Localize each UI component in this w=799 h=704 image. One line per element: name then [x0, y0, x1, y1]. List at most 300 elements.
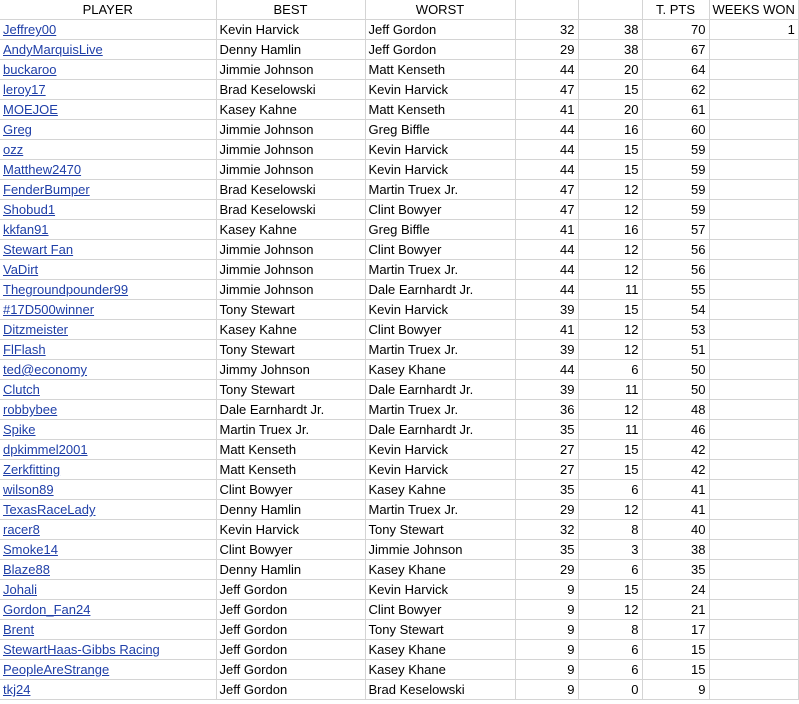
col-4-cell: 44: [515, 280, 578, 300]
player-cell: [0, 560, 216, 580]
best-cell: Denny Hamlin: [216, 500, 365, 520]
weeks-won-cell: [709, 240, 798, 260]
col-5-cell: 38: [578, 40, 642, 60]
col-5-cell: 6: [578, 560, 642, 580]
best-cell: Kasey Kahne: [216, 320, 365, 340]
player-link[interactable]: FlFlash: [3, 342, 46, 357]
table-row: [0, 580, 798, 600]
weeks-won-cell: [709, 640, 798, 660]
player-cell: [0, 440, 216, 460]
weeks-won-cell: [709, 200, 798, 220]
col-5-cell: 12: [578, 240, 642, 260]
col-5-cell: 15: [578, 460, 642, 480]
table-row: [0, 460, 798, 480]
total-points-cell: 48: [642, 400, 709, 420]
table-row: [0, 480, 798, 500]
weeks-won-cell: [709, 660, 798, 680]
total-points-cell: 67: [642, 40, 709, 60]
total-points-cell: 61: [642, 100, 709, 120]
table-row: [0, 560, 798, 580]
player-link[interactable]: ted@economy: [3, 362, 88, 377]
total-points-cell: 59: [642, 160, 709, 180]
weeks-won-cell: [709, 540, 798, 560]
best-cell: Dale Earnhardt Jr.: [216, 400, 365, 420]
table-row: [0, 320, 798, 340]
col-4-cell: 36: [515, 400, 578, 420]
col-4-cell: 47: [515, 180, 578, 200]
col-4-cell: 41: [515, 100, 578, 120]
player-link[interactable]: kkfan91: [3, 222, 49, 237]
header-col-4: [515, 0, 578, 20]
player-link[interactable]: TexasRaceLady: [3, 502, 96, 517]
total-points-cell: 38: [642, 540, 709, 560]
best-cell: Tony Stewart: [216, 340, 365, 360]
col-5-cell: 12: [578, 340, 642, 360]
weeks-won-cell: [709, 300, 798, 320]
player-link[interactable]: #17D500winner: [3, 302, 95, 317]
col-5-cell: 15: [578, 140, 642, 160]
worst-cell: Kevin Harvick: [365, 580, 515, 600]
best-cell: Jeff Gordon: [216, 620, 365, 640]
best-cell: Jimmie Johnson: [216, 120, 365, 140]
best-cell: Jimmy Johnson: [216, 360, 365, 380]
best-cell: Jimmie Johnson: [216, 140, 365, 160]
worst-cell: Jeff Gordon: [365, 40, 515, 60]
weeks-won-cell: [709, 360, 798, 380]
player-cell: [0, 520, 216, 540]
col-5-cell: 16: [578, 220, 642, 240]
table-row: [0, 680, 798, 700]
col-5-cell: 12: [578, 180, 642, 200]
table-row: [0, 520, 798, 540]
best-cell: Clint Bowyer: [216, 540, 365, 560]
table-row: [0, 240, 798, 260]
weeks-won-cell: [709, 340, 798, 360]
table-row: [0, 140, 798, 160]
worst-cell: Dale Earnhardt Jr.: [365, 420, 515, 440]
table-row: [0, 600, 798, 620]
table-row: [0, 100, 798, 120]
worst-cell: Kevin Harvick: [365, 460, 515, 480]
weeks-won-cell: 1: [709, 20, 798, 40]
col-4-cell: 39: [515, 340, 578, 360]
total-points-cell: 41: [642, 500, 709, 520]
col-4-cell: 39: [515, 300, 578, 320]
col-4-cell: 9: [515, 600, 578, 620]
header-worst: WORST: [365, 0, 515, 20]
best-cell: Kevin Harvick: [216, 520, 365, 540]
player-link[interactable]: Brent: [3, 622, 35, 637]
col-5-cell: 11: [578, 420, 642, 440]
player-link[interactable]: AndyMarquisLive: [3, 42, 103, 57]
best-cell: Jeff Gordon: [216, 680, 365, 700]
total-points-cell: 55: [642, 280, 709, 300]
worst-cell: Kevin Harvick: [365, 300, 515, 320]
col-5-cell: 12: [578, 600, 642, 620]
player-cell: [0, 280, 216, 300]
player-link[interactable]: Shobud1: [3, 202, 56, 217]
table-row: [0, 120, 798, 140]
weeks-won-cell: [709, 680, 798, 700]
table-row: [0, 180, 798, 200]
worst-cell: Dale Earnhardt Jr.: [365, 380, 515, 400]
table-row: [0, 220, 798, 240]
col-5-cell: 11: [578, 380, 642, 400]
player-cell: [0, 240, 216, 260]
col-5-cell: 12: [578, 260, 642, 280]
player-link[interactable]: Blaze88: [3, 562, 50, 577]
col-5-cell: 15: [578, 80, 642, 100]
weeks-won-cell: [709, 440, 798, 460]
header-weeks-won: WEEKS WON: [709, 0, 798, 20]
best-cell: Brad Keselowski: [216, 80, 365, 100]
col-4-cell: 32: [515, 20, 578, 40]
col-5-cell: 15: [578, 580, 642, 600]
player-cell: [0, 580, 216, 600]
weeks-won-cell: [709, 80, 798, 100]
best-cell: Brad Keselowski: [216, 200, 365, 220]
worst-cell: Dale Earnhardt Jr.: [365, 280, 515, 300]
col-5-cell: 20: [578, 100, 642, 120]
best-cell: Kasey Kahne: [216, 100, 365, 120]
col-4-cell: 9: [515, 620, 578, 640]
table-row: [0, 260, 798, 280]
col-4-cell: 39: [515, 380, 578, 400]
player-link[interactable]: Thegroundpounder99: [3, 282, 129, 297]
player-link[interactable]: leroy17: [3, 82, 46, 97]
col-5-cell: 8: [578, 520, 642, 540]
worst-cell: Kasey Khane: [365, 660, 515, 680]
weeks-won-cell: [709, 320, 798, 340]
best-cell: Jimmie Johnson: [216, 260, 365, 280]
worst-cell: Martin Truex Jr.: [365, 400, 515, 420]
col-4-cell: 35: [515, 480, 578, 500]
player-link[interactable]: Zerkfitting: [3, 462, 61, 477]
worst-cell: Kasey Kahne: [365, 480, 515, 500]
best-cell: Tony Stewart: [216, 300, 365, 320]
player-link[interactable]: Gordon_Fan24: [3, 602, 91, 617]
player-cell: [0, 660, 216, 680]
col-4-cell: 44: [515, 140, 578, 160]
worst-cell: Greg Biffle: [365, 120, 515, 140]
player-cell: [0, 220, 216, 240]
col-5-cell: 16: [578, 120, 642, 140]
total-points-cell: 9: [642, 680, 709, 700]
player-cell: [0, 480, 216, 500]
table-row: [0, 200, 798, 220]
total-points-cell: 56: [642, 240, 709, 260]
col-4-cell: 35: [515, 420, 578, 440]
table-row: [0, 60, 798, 80]
player-link[interactable]: ozz: [3, 142, 24, 157]
player-link[interactable]: dpkimmel2001: [3, 442, 88, 457]
table-row: [0, 80, 798, 100]
col-5-cell: 3: [578, 540, 642, 560]
col-4-cell: 41: [515, 220, 578, 240]
col-5-cell: 12: [578, 200, 642, 220]
weeks-won-cell: [709, 280, 798, 300]
worst-cell: Greg Biffle: [365, 220, 515, 240]
best-cell: Denny Hamlin: [216, 40, 365, 60]
worst-cell: Clint Bowyer: [365, 600, 515, 620]
table-row: [0, 20, 798, 40]
worst-cell: Matt Kenseth: [365, 100, 515, 120]
worst-cell: Kevin Harvick: [365, 160, 515, 180]
player-cell: [0, 340, 216, 360]
player-cell: [0, 320, 216, 340]
player-cell: [0, 620, 216, 640]
best-cell: Jeff Gordon: [216, 660, 365, 680]
best-cell: Tony Stewart: [216, 380, 365, 400]
player-link[interactable]: buckaroo: [3, 62, 57, 77]
player-cell: [0, 60, 216, 80]
header-row: [0, 0, 798, 20]
col-4-cell: 9: [515, 680, 578, 700]
best-cell: Matt Kenseth: [216, 440, 365, 460]
weeks-won-cell: [709, 60, 798, 80]
best-cell: Jeff Gordon: [216, 640, 365, 660]
best-cell: Kasey Kahne: [216, 220, 365, 240]
col-4-cell: 47: [515, 200, 578, 220]
weeks-won-cell: [709, 620, 798, 640]
col-5-cell: 15: [578, 300, 642, 320]
worst-cell: Martin Truex Jr.: [365, 260, 515, 280]
worst-cell: Clint Bowyer: [365, 240, 515, 260]
player-cell: [0, 200, 216, 220]
total-points-cell: 64: [642, 60, 709, 80]
weeks-won-cell: [709, 580, 798, 600]
player-link[interactable]: Ditzmeister: [3, 322, 69, 337]
total-points-cell: 57: [642, 220, 709, 240]
col-4-cell: 29: [515, 500, 578, 520]
table-row: [0, 440, 798, 460]
total-points-cell: 62: [642, 80, 709, 100]
table-row: [0, 300, 798, 320]
worst-cell: Clint Bowyer: [365, 200, 515, 220]
total-points-cell: 42: [642, 440, 709, 460]
best-cell: Jimmie Johnson: [216, 60, 365, 80]
col-4-cell: 44: [515, 260, 578, 280]
total-points-cell: 24: [642, 580, 709, 600]
worst-cell: Jimmie Johnson: [365, 540, 515, 560]
best-cell: Jimmie Johnson: [216, 240, 365, 260]
weeks-won-cell: [709, 180, 798, 200]
best-cell: Jimmie Johnson: [216, 160, 365, 180]
col-5-cell: 8: [578, 620, 642, 640]
player-link[interactable]: Johali: [3, 582, 37, 597]
col-4-cell: 29: [515, 560, 578, 580]
header-player: PLAYER: [0, 0, 216, 20]
player-link[interactable]: wilson89: [3, 482, 54, 497]
col-5-cell: 0: [578, 680, 642, 700]
player-cell: [0, 600, 216, 620]
player-link[interactable]: VaDirt: [3, 262, 39, 277]
col-5-cell: 12: [578, 400, 642, 420]
col-4-cell: 29: [515, 40, 578, 60]
player-cell: [0, 640, 216, 660]
player-cell: [0, 500, 216, 520]
player-cell: [0, 300, 216, 320]
player-cell: [0, 80, 216, 100]
worst-cell: Kevin Harvick: [365, 80, 515, 100]
weeks-won-cell: [709, 600, 798, 620]
weeks-won-cell: [709, 400, 798, 420]
worst-cell: Martin Truex Jr.: [365, 500, 515, 520]
weeks-won-cell: [709, 380, 798, 400]
total-points-cell: 70: [642, 20, 709, 40]
table-row: [0, 500, 798, 520]
best-cell: Jeff Gordon: [216, 600, 365, 620]
player-link[interactable]: MOEJOE: [3, 102, 58, 117]
weeks-won-cell: [709, 420, 798, 440]
total-points-cell: 35: [642, 560, 709, 580]
best-cell: Brad Keselowski: [216, 180, 365, 200]
worst-cell: Matt Kenseth: [365, 60, 515, 80]
player-cell: [0, 140, 216, 160]
player-cell: [0, 400, 216, 420]
col-5-cell: 11: [578, 280, 642, 300]
header-best: BEST: [216, 0, 365, 20]
player-link[interactable]: Greg: [3, 122, 32, 137]
table-row: [0, 40, 798, 60]
worst-cell: Clint Bowyer: [365, 320, 515, 340]
worst-cell: Kasey Khane: [365, 360, 515, 380]
col-5-cell: 15: [578, 440, 642, 460]
col-4-cell: 9: [515, 640, 578, 660]
weeks-won-cell: [709, 500, 798, 520]
table-row: [0, 640, 798, 660]
player-cell: [0, 260, 216, 280]
col-5-cell: 38: [578, 20, 642, 40]
col-4-cell: 9: [515, 580, 578, 600]
table-row: [0, 420, 798, 440]
weeks-won-cell: [709, 140, 798, 160]
best-cell: Clint Bowyer: [216, 480, 365, 500]
player-cell: [0, 380, 216, 400]
player-link[interactable]: Matthew2470: [3, 162, 82, 177]
best-cell: Martin Truex Jr.: [216, 420, 365, 440]
best-cell: Denny Hamlin: [216, 560, 365, 580]
player-link[interactable]: Jeffrey00: [3, 22, 57, 37]
worst-cell: Tony Stewart: [365, 520, 515, 540]
player-link[interactable]: FenderBumper: [3, 182, 90, 197]
col-5-cell: 12: [578, 500, 642, 520]
player-link[interactable]: StewartHaas-Gibbs Racing: [3, 642, 160, 657]
col-4-cell: 47: [515, 80, 578, 100]
total-points-cell: 17: [642, 620, 709, 640]
header-col-5: [578, 0, 642, 20]
table-row: [0, 280, 798, 300]
total-points-cell: 56: [642, 260, 709, 280]
table-row: [0, 360, 798, 380]
col-5-cell: 6: [578, 480, 642, 500]
total-points-cell: 50: [642, 380, 709, 400]
total-points-cell: 60: [642, 120, 709, 140]
player-cell: [0, 100, 216, 120]
table-row: [0, 340, 798, 360]
worst-cell: Kevin Harvick: [365, 140, 515, 160]
weeks-won-cell: [709, 560, 798, 580]
col-5-cell: 6: [578, 360, 642, 380]
best-cell: Jeff Gordon: [216, 580, 365, 600]
total-points-cell: 41: [642, 480, 709, 500]
table-row: [0, 620, 798, 640]
total-points-cell: 53: [642, 320, 709, 340]
col-4-cell: 41: [515, 320, 578, 340]
col-5-cell: 20: [578, 60, 642, 80]
col-5-cell: 6: [578, 640, 642, 660]
worst-cell: Martin Truex Jr.: [365, 340, 515, 360]
player-cell: [0, 540, 216, 560]
worst-cell: Jeff Gordon: [365, 20, 515, 40]
player-cell: [0, 680, 216, 700]
worst-cell: Kasey Khane: [365, 640, 515, 660]
table-row: [0, 380, 798, 400]
col-5-cell: 15: [578, 160, 642, 180]
col-4-cell: 27: [515, 460, 578, 480]
weeks-won-cell: [709, 260, 798, 280]
best-cell: Jimmie Johnson: [216, 280, 365, 300]
weeks-won-cell: [709, 120, 798, 140]
player-link[interactable]: tkj24: [3, 682, 31, 697]
col-4-cell: 32: [515, 520, 578, 540]
player-link[interactable]: Smoke14: [3, 542, 58, 557]
table-row: [0, 660, 798, 680]
worst-cell: Tony Stewart: [365, 620, 515, 640]
total-points-cell: 15: [642, 640, 709, 660]
col-5-cell: 6: [578, 660, 642, 680]
weeks-won-cell: [709, 520, 798, 540]
player-cell: [0, 160, 216, 180]
col-4-cell: 35: [515, 540, 578, 560]
weeks-won-cell: [709, 40, 798, 60]
player-link[interactable]: Stewart Fan: [3, 242, 74, 257]
player-link[interactable]: robbybee: [3, 402, 58, 417]
player-cell: [0, 180, 216, 200]
table-row: [0, 540, 798, 560]
total-points-cell: 50: [642, 360, 709, 380]
weeks-won-cell: [709, 160, 798, 180]
weeks-won-cell: [709, 100, 798, 120]
best-cell: Kevin Harvick: [216, 20, 365, 40]
weeks-won-cell: [709, 460, 798, 480]
player-link[interactable]: Spike: [3, 422, 36, 437]
col-4-cell: 44: [515, 120, 578, 140]
total-points-cell: 51: [642, 340, 709, 360]
table-row: [0, 160, 798, 180]
player-cell: [0, 40, 216, 60]
player-cell: [0, 460, 216, 480]
total-points-cell: 59: [642, 140, 709, 160]
total-points-cell: 21: [642, 600, 709, 620]
player-cell: [0, 360, 216, 380]
col-4-cell: 9: [515, 660, 578, 680]
best-cell: Matt Kenseth: [216, 460, 365, 480]
total-points-cell: 42: [642, 460, 709, 480]
total-points-cell: 40: [642, 520, 709, 540]
col-4-cell: 44: [515, 360, 578, 380]
player-link[interactable]: PeopleAreStrange: [3, 662, 110, 677]
total-points-cell: 59: [642, 180, 709, 200]
total-points-cell: 46: [642, 420, 709, 440]
player-link[interactable]: racer8: [3, 522, 40, 537]
player-link[interactable]: Clutch: [3, 382, 40, 397]
worst-cell: Kasey Khane: [365, 560, 515, 580]
total-points-cell: 54: [642, 300, 709, 320]
weeks-won-cell: [709, 220, 798, 240]
col-4-cell: 44: [515, 240, 578, 260]
total-points-cell: 59: [642, 200, 709, 220]
